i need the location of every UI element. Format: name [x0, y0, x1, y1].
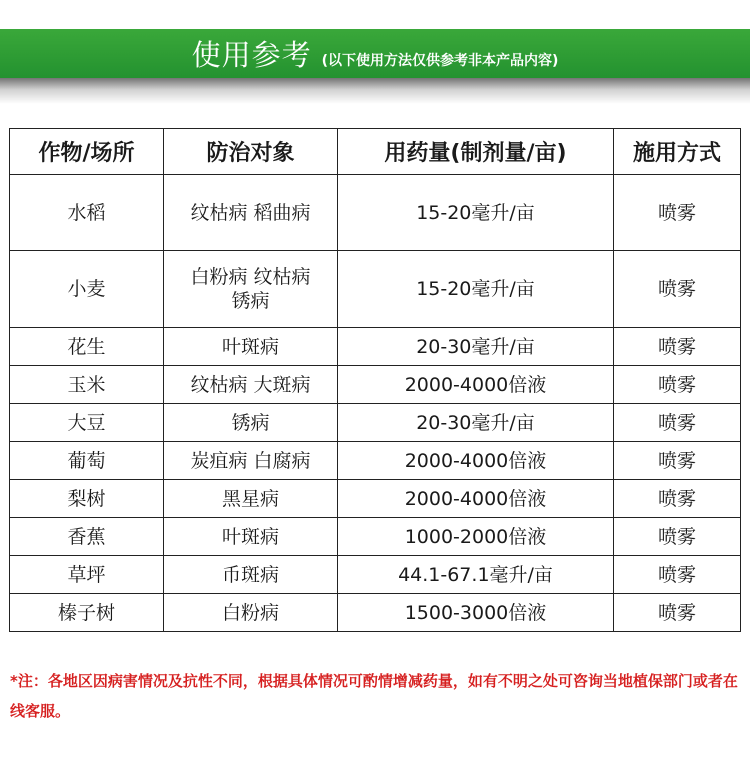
- table-row: [10, 480, 741, 518]
- cell-crop: 草坪: [10, 556, 164, 594]
- cell-target: 锈病: [164, 404, 338, 442]
- usage-table-container: [9, 128, 740, 632]
- table-row: [10, 366, 741, 404]
- cell-dosage: 2000-4000倍液: [338, 442, 614, 480]
- cell-dosage: 15-20毫升/亩: [338, 175, 614, 251]
- cell-crop: 梨树: [10, 480, 164, 518]
- banner-shadow: [0, 78, 750, 104]
- cell-target: 叶斑病: [164, 328, 338, 366]
- cell-target: 黑星病: [164, 480, 338, 518]
- cell-target: 白粉病 纹枯病 锈病: [164, 251, 338, 328]
- table-row: [10, 404, 741, 442]
- cell-crop: 葡萄: [10, 442, 164, 480]
- table-row: [10, 442, 741, 480]
- table-header-row: [10, 129, 741, 175]
- banner-content: [192, 33, 559, 74]
- cell-method: 喷雾: [614, 328, 741, 366]
- footnote: *注：各地区因病害情况及抗性不同，根据具体情况可酌情增减药量，如有不明之处可咨询当地植保部门或者在线客服。: [10, 672, 738, 720]
- cell-crop: 榛子树: [10, 594, 164, 632]
- table-row: [10, 328, 741, 366]
- cell-crop: 小麦: [10, 251, 164, 328]
- cell-crop: 花生: [10, 328, 164, 366]
- cell-method: 喷雾: [614, 594, 741, 632]
- table-row: [10, 251, 741, 328]
- cell-dosage: 15-20毫升/亩: [338, 251, 614, 328]
- banner-subtitle: (以下使用方法仅供参考非本产品内容): [321, 53, 559, 69]
- table-row: [10, 594, 741, 632]
- cell-dosage: 1000-2000倍液: [338, 518, 614, 556]
- usage-table: [9, 128, 741, 632]
- cell-dosage: 1500-3000倍液: [338, 594, 614, 632]
- cell-method: 喷雾: [614, 480, 741, 518]
- cell-target: 白粉病: [164, 594, 338, 632]
- cell-target: 币斑病: [164, 556, 338, 594]
- cell-crop: 玉米: [10, 366, 164, 404]
- cell-method: 喷雾: [614, 366, 741, 404]
- cell-target: 纹枯病 大斑病: [164, 366, 338, 404]
- cell-crop: 水稻: [10, 175, 164, 251]
- cell-crop: 香蕉: [10, 518, 164, 556]
- section-banner: [0, 29, 750, 78]
- cell-method: 喷雾: [614, 251, 741, 328]
- header-crop: 作物/场所: [10, 129, 164, 175]
- cell-dosage: 20-30毫升/亩: [338, 404, 614, 442]
- table-row: [10, 518, 741, 556]
- cell-target: 纹枯病 稻曲病: [164, 175, 338, 251]
- table-row: [10, 556, 741, 594]
- table-row: [10, 175, 741, 251]
- cell-method: 喷雾: [614, 442, 741, 480]
- banner-title: 使用参考: [191, 38, 312, 72]
- cell-method: 喷雾: [614, 404, 741, 442]
- cell-target: 叶斑病: [164, 518, 338, 556]
- cell-method: 喷雾: [614, 518, 741, 556]
- cell-target: 炭疽病 白腐病: [164, 442, 338, 480]
- cell-dosage: 2000-4000倍液: [338, 366, 614, 404]
- cell-dosage: 20-30毫升/亩: [338, 328, 614, 366]
- cell-dosage: 2000-4000倍液: [338, 480, 614, 518]
- header-method: 施用方式: [614, 129, 741, 175]
- header-target: 防治对象: [164, 129, 338, 175]
- cell-method: 喷雾: [614, 556, 741, 594]
- cell-method: 喷雾: [614, 175, 741, 251]
- header-dosage: 用药量(制剂量/亩): [338, 129, 614, 175]
- cell-crop: 大豆: [10, 404, 164, 442]
- cell-dosage: 44.1-67.1毫升/亩: [338, 556, 614, 594]
- table-body: [10, 175, 741, 632]
